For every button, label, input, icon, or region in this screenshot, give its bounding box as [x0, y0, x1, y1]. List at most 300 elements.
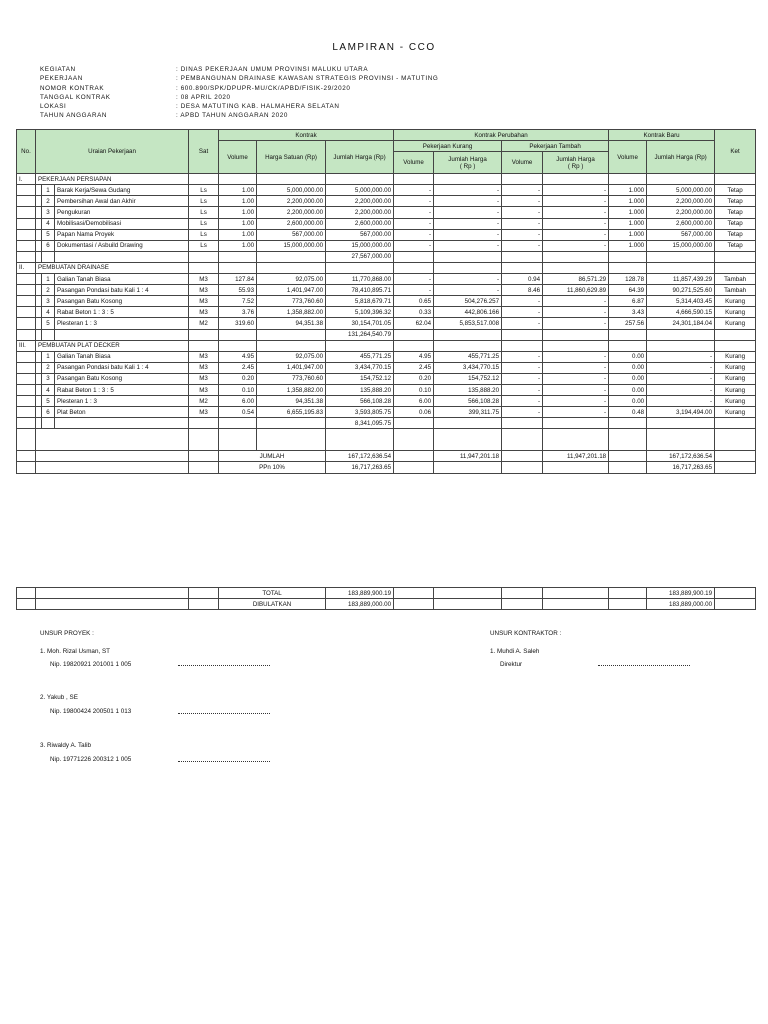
baru-volume: 128.78 [609, 274, 647, 285]
item-unit-price: 1,401,947.00 [257, 362, 326, 373]
total-jumlah: 183,889,000.00 [326, 599, 394, 610]
subtotal-row [17, 418, 756, 429]
summary-label: JUMLAH [219, 451, 326, 462]
empty-cell [543, 329, 609, 340]
section-number: I. [17, 174, 36, 185]
item-ket: Kurang [715, 307, 756, 318]
item-number: 2 [42, 285, 55, 296]
col-tambah: Pekerjaan Tambah [502, 141, 609, 152]
item-description: Pasangan Batu Kosong [55, 296, 189, 307]
subtotal-amount: 27,567,000.00 [326, 251, 394, 262]
info-value: : 600.890/SPK/DPUPR-MU/CK/APBD/FISIK-29/2020 [176, 84, 351, 92]
empty-cell [647, 418, 715, 429]
empty-cell [647, 429, 715, 451]
baru-volume: 257.56 [609, 318, 647, 329]
baru-volume: 0.00 [609, 351, 647, 362]
info-label: TAHUN ANGGARAN [40, 112, 108, 120]
table-row [17, 318, 756, 329]
item-description: Rabat Beton 1 : 3 : 5 [55, 384, 189, 395]
item-total-price: 15,000,000.00 [326, 240, 394, 251]
table-row [17, 229, 756, 240]
empty-cell [502, 174, 543, 185]
tambah-amount: - [543, 207, 609, 218]
kurang-volume: 0.65 [394, 296, 434, 307]
empty-cell [42, 329, 55, 340]
empty-cell [55, 251, 189, 262]
item-ket: Tetap [715, 229, 756, 240]
empty-cell [36, 451, 189, 462]
empty-cell [394, 462, 434, 473]
baru-amount: - [647, 351, 715, 362]
empty-cell [219, 329, 257, 340]
kurang-amount: 399,311.75 [434, 407, 502, 418]
empty-cell [434, 251, 502, 262]
table-row [17, 307, 756, 318]
baru-volume: 0.00 [609, 373, 647, 384]
table-row [17, 373, 756, 384]
baru-volume: 1.000 [609, 196, 647, 207]
signatory-nip: Nip. 19820921 201001 1 005 [50, 661, 132, 668]
item-unit: Ls [189, 240, 219, 251]
item-unit-price: 773,760.60 [257, 373, 326, 384]
item-volume: 1.00 [219, 207, 257, 218]
kurang-amount: - [434, 196, 502, 207]
empty-cell [257, 262, 326, 273]
empty-cell [42, 251, 55, 262]
table-row [17, 396, 756, 407]
item-description: Mobilisasi/Demobilisasi [55, 218, 189, 229]
baru-amount: 3,194,494.00 [647, 407, 715, 418]
item-unit: Ls [189, 229, 219, 240]
empty-cell [189, 340, 219, 351]
item-total-price: 455,771.25 [326, 351, 394, 362]
empty-cell [17, 296, 36, 307]
kurang-amount: - [434, 218, 502, 229]
empty-cell [394, 451, 434, 462]
empty-cell [647, 340, 715, 351]
empty-cell [434, 599, 502, 610]
item-number: 4 [42, 218, 55, 229]
ppn-row [17, 462, 756, 473]
tambah-volume: 8.46 [502, 285, 543, 296]
empty-cell [17, 285, 36, 296]
baru-amount: 15,000,000.00 [647, 240, 715, 251]
empty-cell [17, 373, 36, 384]
item-description: Pasangan Pondasi batu Kali 1 : 4 [55, 285, 189, 296]
info-label: TANGGAL KONTRAK [40, 93, 111, 101]
empty-cell [609, 251, 647, 262]
item-ket: Kurang [715, 396, 756, 407]
tambah-volume: - [502, 296, 543, 307]
item-ket: Kurang [715, 296, 756, 307]
info-row [40, 93, 438, 102]
baru-amount: 11,857,439.29 [647, 274, 715, 285]
item-number: 4 [42, 307, 55, 318]
item-volume: 2.45 [219, 362, 257, 373]
section-title: PEKERJAAN PERSIAPAN [36, 174, 189, 185]
empty-cell [17, 351, 36, 362]
item-total-price: 5,000,000.00 [326, 185, 394, 196]
item-number: 5 [42, 229, 55, 240]
empty-cell [36, 599, 189, 610]
item-number: 2 [42, 362, 55, 373]
baru-volume: 0.00 [609, 362, 647, 373]
baru-volume: 6.87 [609, 296, 647, 307]
signatory-name: 3. Riwaldy A. Talib [40, 742, 91, 749]
empty-cell [36, 429, 189, 451]
table-row [17, 240, 756, 251]
item-number: 1 [42, 274, 55, 285]
empty-cell [502, 262, 543, 273]
col-baru: Kontrak Baru [609, 130, 715, 141]
tambah-volume: - [502, 351, 543, 362]
baru-amount: 4,666,590.15 [647, 307, 715, 318]
kurang-amount: 566,108.28 [434, 396, 502, 407]
empty-cell [189, 251, 219, 262]
item-description: Plat Beton [55, 407, 189, 418]
empty-cell [434, 429, 502, 451]
item-ket: Kurang [715, 351, 756, 362]
kurang-volume: - [394, 285, 434, 296]
empty-cell [219, 418, 257, 429]
item-ket: Tetap [715, 240, 756, 251]
empty-cell [543, 588, 609, 599]
tambah-volume: - [502, 229, 543, 240]
col-kurang-volume: Volume [394, 152, 434, 174]
item-number: 4 [42, 384, 55, 395]
item-number: 5 [42, 318, 55, 329]
baru-amount: 2,600,000.00 [647, 218, 715, 229]
item-unit: M3 [189, 285, 219, 296]
info-row [40, 111, 438, 120]
empty-cell [326, 340, 394, 351]
item-ket: Tetap [715, 207, 756, 218]
item-description: Rabat Beton 1 : 3 : 5 [55, 307, 189, 318]
item-volume: 127.84 [219, 274, 257, 285]
item-number: 1 [42, 351, 55, 362]
empty-cell [36, 588, 189, 599]
empty-cell [609, 462, 647, 473]
section-number: II. [17, 262, 36, 273]
tambah-volume: - [502, 207, 543, 218]
contractor-title: Direktur [500, 661, 523, 668]
empty-cell [543, 418, 609, 429]
info-value: : APBD TAHUN ANGGARAN 2020 [176, 112, 288, 120]
kurang-volume: - [394, 185, 434, 196]
item-unit: Ls [189, 207, 219, 218]
col-tambah-jumlah-label: Jumlah Harga [556, 155, 595, 163]
empty-cell [715, 429, 756, 451]
item-unit-price: 15,000,000.00 [257, 240, 326, 251]
empty-cell [17, 307, 36, 318]
item-unit-price: 5,000,000.00 [257, 185, 326, 196]
kurang-volume: - [394, 229, 434, 240]
item-ket: Kurang [715, 362, 756, 373]
baru-amount: - [647, 373, 715, 384]
col-sat: Sat [189, 130, 219, 174]
empty-cell [609, 588, 647, 599]
item-ket: Tambah [715, 274, 756, 285]
empty-cell [189, 329, 219, 340]
col-kurang: Pekerjaan Kurang [394, 141, 502, 152]
item-total-price: 135,888.20 [326, 384, 394, 395]
empty-cell [36, 462, 189, 473]
kurang-volume: - [394, 207, 434, 218]
item-description: Pengukuran [55, 207, 189, 218]
summary-jumlah: 167,172,636.54 [326, 451, 394, 462]
subtotal-amount: 131,264,540.79 [326, 329, 394, 340]
info-value: : DESA MATUTING KAB. HALMAHERA SELATAN [176, 103, 340, 111]
empty-cell [219, 174, 257, 185]
item-description: Plesteran 1 : 3 [55, 318, 189, 329]
item-volume: 3.76 [219, 307, 257, 318]
baru-amount: - [647, 396, 715, 407]
empty-cell [394, 429, 434, 451]
item-unit: M3 [189, 384, 219, 395]
signatory-name: 1. Moh. Rizal Usman, ST [40, 648, 110, 655]
empty-cell [326, 262, 394, 273]
item-ket: Tetap [715, 196, 756, 207]
empty-cell [502, 418, 543, 429]
empty-cell [189, 262, 219, 273]
kurang-amount: 442,806.166 [434, 307, 502, 318]
item-unit: M3 [189, 362, 219, 373]
col-volume: Volume [219, 141, 257, 174]
item-unit: M3 [189, 407, 219, 418]
table-row [17, 185, 756, 196]
empty-cell [17, 599, 36, 610]
baru-amount: 24,301,184.04 [647, 318, 715, 329]
empty-cell [609, 418, 647, 429]
table-row [17, 351, 756, 362]
tambah-amount: - [543, 307, 609, 318]
item-number: 2 [42, 196, 55, 207]
empty-cell [17, 218, 36, 229]
contractor-name: 1. Muhdi A. Saleh [490, 648, 540, 655]
item-unit: M3 [189, 373, 219, 384]
empty-cell [257, 429, 326, 451]
section-number: III. [17, 340, 36, 351]
tambah-amount: 86,571.29 [543, 274, 609, 285]
tambah-amount: - [543, 185, 609, 196]
baru-amount: 2,200,000.00 [647, 207, 715, 218]
kurang-volume: 0.10 [394, 384, 434, 395]
empty-cell [17, 240, 36, 251]
item-total-price: 5,109,396.32 [326, 307, 394, 318]
tambah-volume: - [502, 407, 543, 418]
empty-cell [609, 329, 647, 340]
empty-cell [502, 462, 543, 473]
empty-cell [42, 418, 55, 429]
kurang-amount: - [434, 207, 502, 218]
jumlah-row [17, 451, 756, 462]
item-volume: 0.10 [219, 384, 257, 395]
section-row [17, 262, 756, 273]
item-total-price: 567,000.00 [326, 229, 394, 240]
item-number: 6 [42, 240, 55, 251]
baru-volume: 3.43 [609, 307, 647, 318]
empty-cell [17, 429, 36, 451]
tambah-volume: - [502, 307, 543, 318]
col-no: No. [17, 130, 36, 174]
info-label: NOMOR KONTRAK [40, 84, 105, 92]
kurang-volume: 0.06 [394, 407, 434, 418]
item-unit-price: 94,351.38 [257, 396, 326, 407]
empty-cell [17, 362, 36, 373]
summary-kurang [434, 462, 502, 473]
subtotal-row [17, 329, 756, 340]
item-unit-price: 2,200,000.00 [257, 207, 326, 218]
item-volume: 319.60 [219, 318, 257, 329]
baru-amount: 5,000,000.00 [647, 185, 715, 196]
empty-cell [543, 251, 609, 262]
tambah-volume: - [502, 185, 543, 196]
baru-volume: 64.39 [609, 285, 647, 296]
item-ket: Tambah [715, 285, 756, 296]
tambah-volume: - [502, 240, 543, 251]
item-description: Dokumentasi / Asbuild Drawing [55, 240, 189, 251]
empty-cell [434, 174, 502, 185]
item-number: 3 [42, 207, 55, 218]
empty-cell [257, 174, 326, 185]
empty-cell [257, 251, 326, 262]
summary-tambah: 11,947,201.18 [543, 451, 609, 462]
item-volume: 1.00 [219, 240, 257, 251]
section-title: PEMBUATAN PLAT DECKER [36, 340, 189, 351]
empty-cell [434, 329, 502, 340]
item-total-price: 154,752.12 [326, 373, 394, 384]
baru-amount: 2,200,000.00 [647, 196, 715, 207]
tambah-amount: - [543, 218, 609, 229]
baru-amount: - [647, 362, 715, 373]
empty-cell [647, 262, 715, 273]
empty-cell [17, 396, 36, 407]
signatory-name: 2. Yakub , SE [40, 694, 78, 701]
empty-cell [189, 174, 219, 185]
empty-cell [394, 340, 434, 351]
tambah-amount: - [543, 318, 609, 329]
empty-cell [715, 174, 756, 185]
empty-cell [434, 588, 502, 599]
empty-cell [543, 262, 609, 273]
tambah-amount: 11,860,629.89 [543, 285, 609, 296]
item-unit-price: 2,200,000.00 [257, 196, 326, 207]
empty-cell [609, 451, 647, 462]
tambah-amount: - [543, 229, 609, 240]
item-ket: Tetap [715, 185, 756, 196]
item-unit-price: 1,401,947.00 [257, 285, 326, 296]
col-baru-volume: Volume [609, 141, 647, 174]
empty-cell [17, 451, 36, 462]
item-unit: M2 [189, 318, 219, 329]
kurang-volume: 6.00 [394, 396, 434, 407]
summary-kurang: 11,947,201.18 [434, 451, 502, 462]
item-volume: 6.00 [219, 396, 257, 407]
info-value: : DINAS PEKERJAAN UMUM PROVINSI MALUKU UTARA [176, 66, 369, 73]
item-ket: Kurang [715, 407, 756, 418]
info-value: : PEMBANGUNAN DRAINASE KAWASAN STRATEGIS PROVINSI - MATUTING [176, 75, 439, 83]
empty-cell [715, 418, 756, 429]
signatory-nip: Nip. 19800424 200501 1 013 [50, 708, 132, 715]
empty-cell [502, 251, 543, 262]
info-row [40, 102, 438, 111]
baru-amount: 567,000.00 [647, 229, 715, 240]
empty-cell [434, 340, 502, 351]
item-volume: 1.00 [219, 196, 257, 207]
baru-volume: 1.000 [609, 240, 647, 251]
empty-cell [543, 340, 609, 351]
total-jumlah: 183,889,900.19 [326, 588, 394, 599]
tambah-volume: - [502, 318, 543, 329]
baru-amount: - [647, 384, 715, 395]
empty-cell [55, 418, 189, 429]
item-volume: 7.52 [219, 296, 257, 307]
empty-cell [394, 251, 434, 262]
kurang-amount: 3,434,770.15 [434, 362, 502, 373]
empty-cell [189, 451, 219, 462]
empty-cell [326, 429, 394, 451]
empty-cell [17, 207, 36, 218]
baru-volume: 0.00 [609, 384, 647, 395]
table-header [17, 130, 756, 174]
item-volume: 0.20 [219, 373, 257, 384]
tambah-volume: - [502, 384, 543, 395]
baru-volume: 1.000 [609, 207, 647, 218]
table-row [17, 384, 756, 395]
empty-cell [17, 274, 36, 285]
table-row [17, 218, 756, 229]
empty-cell [715, 251, 756, 262]
kurang-volume: - [394, 274, 434, 285]
item-number: 1 [42, 185, 55, 196]
item-unit-price: 1,358,882.00 [257, 384, 326, 395]
kurang-amount: 154,752.12 [434, 373, 502, 384]
empty-cell [715, 462, 756, 473]
info-row [40, 65, 438, 74]
table-row [17, 196, 756, 207]
kurang-volume: 62.04 [394, 318, 434, 329]
empty-cell [502, 588, 543, 599]
signature-line [598, 659, 690, 668]
empty-cell [189, 429, 219, 451]
baru-amount: 5,314,403.45 [647, 296, 715, 307]
item-number: 3 [42, 373, 55, 384]
table-row [17, 207, 756, 218]
empty-cell [17, 418, 36, 429]
item-unit: Ls [189, 196, 219, 207]
subtotal-amount: 8,341,095.75 [326, 418, 394, 429]
item-total-price: 11,770,868.00 [326, 274, 394, 285]
empty-cell [609, 599, 647, 610]
empty-cell [17, 229, 36, 240]
item-unit: M2 [189, 396, 219, 407]
signature-line [178, 707, 270, 716]
info-label: PEKERJAAN [40, 75, 83, 83]
empty-cell [17, 318, 36, 329]
total-baru: 183,889,900.19 [647, 588, 715, 599]
col-kontrak: Kontrak [219, 130, 394, 141]
empty-cell [715, 340, 756, 351]
table-row [17, 274, 756, 285]
item-unit: M3 [189, 307, 219, 318]
col-kurang-jumlah [434, 152, 502, 174]
empty-cell [189, 599, 219, 610]
tambah-amount: - [543, 196, 609, 207]
tambah-volume: - [502, 196, 543, 207]
item-total-price: 78,410,895.71 [326, 285, 394, 296]
summary-tambah [543, 462, 609, 473]
info-label: LOKASI [40, 103, 67, 111]
